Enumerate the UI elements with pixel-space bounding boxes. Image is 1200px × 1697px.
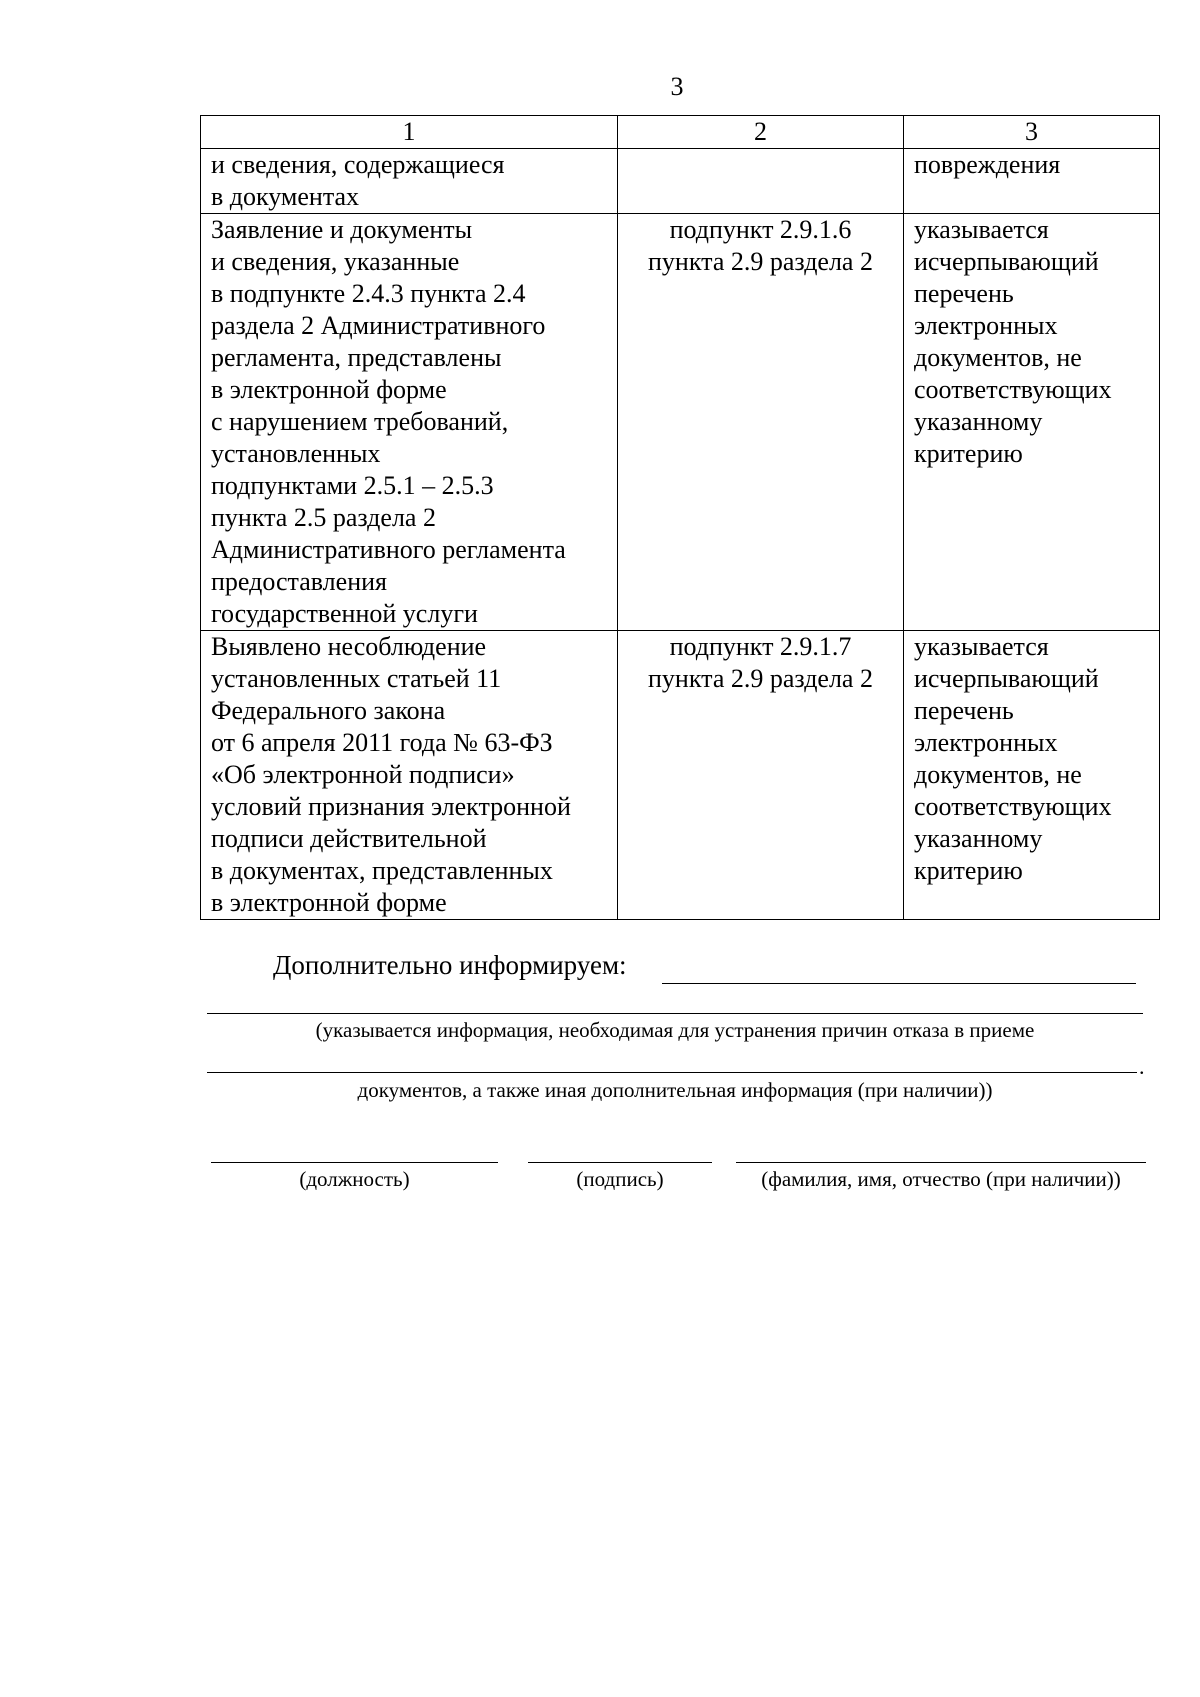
cell-line: критерию	[914, 856, 1023, 885]
row-explanation-cell	[904, 149, 1160, 214]
criteria-table	[200, 115, 1160, 920]
cell-line: электронных	[914, 311, 1058, 340]
cell-line: и сведения, указанные	[211, 247, 460, 276]
cell-line: условий признания электронной	[211, 792, 571, 821]
cell-line: государственной услуги	[211, 599, 478, 628]
cell-line: установленных статьей 11	[211, 664, 502, 693]
cell-line: «Об электронной подписи»	[211, 760, 515, 789]
cell-line: пункта 2.5 раздела 2	[211, 503, 436, 532]
cell-line: указывается	[914, 215, 1049, 244]
additional-info-label: Дополнительно информируем:	[273, 950, 627, 980]
cell-line: критерию	[914, 439, 1023, 468]
name-caption: (фамилия, имя, отчество (при наличии))	[761, 1167, 1121, 1191]
cell-line: исчерпывающий	[914, 247, 1099, 276]
page-number: 3	[670, 72, 684, 101]
cell-line: перечень	[914, 696, 1014, 725]
cell-line: пункта 2.9 раздела 2	[648, 247, 873, 276]
cell-line: указывается	[914, 632, 1049, 661]
additional-info-line	[207, 1072, 1137, 1073]
cell-line: документов, не	[914, 343, 1082, 372]
additional-info-caption: (указывается информация, необходимая для устранения причин отказа в приеме	[315, 1018, 1035, 1042]
cell-line: подписи действительной	[211, 824, 487, 853]
row-reason-cell	[201, 214, 618, 631]
cell-line: в электронной форме	[211, 375, 447, 404]
cell-line: Административного регламента	[211, 535, 566, 564]
cell-line: исчерпывающий	[914, 664, 1099, 693]
row-clause-cell	[618, 631, 904, 920]
position-caption: (должность)	[299, 1167, 410, 1191]
signature-caption: (подпись)	[576, 1167, 664, 1191]
row-clause-cell	[618, 149, 904, 214]
cell-line: подпункт 2.9.1.7	[669, 632, 852, 661]
cell-line: установленных	[211, 439, 381, 468]
end-mark: .	[1139, 1054, 1145, 1079]
name-line	[736, 1162, 1146, 1163]
cell-line: Выявлено несоблюдение	[211, 632, 487, 661]
cell-line: в подпункте 2.4.3 пункта 2.4	[211, 279, 526, 308]
cell-line: электронных	[914, 728, 1058, 757]
cell-line: раздела 2 Административного	[211, 311, 546, 340]
additional-info-line	[207, 1013, 1143, 1014]
cell-line: регламента, представлены	[211, 343, 502, 372]
cell-line: соответствующих	[914, 792, 1112, 821]
cell-line: перечень	[914, 279, 1014, 308]
cell-line: повреждения	[914, 150, 1061, 179]
cell-line: и сведения, содержащиеся	[211, 150, 505, 179]
cell-line: с нарушением требований,	[211, 407, 509, 436]
row-clause-cell	[618, 214, 904, 631]
cell-line: в документах	[211, 182, 360, 211]
additional-info-caption: документов, а также иная дополнительная информация (при наличии))	[357, 1078, 993, 1102]
additional-info-line	[662, 983, 1136, 984]
table-row	[201, 631, 1160, 920]
cell-line: указанному	[914, 407, 1043, 436]
cell-line: предоставления	[211, 567, 387, 596]
row-explanation-cell	[904, 631, 1160, 920]
cell-line: подпунктами 2.5.1 – 2.5.3	[211, 471, 494, 500]
cell-line: от 6 апреля 2011 года № 63-ФЗ	[211, 728, 553, 757]
row-reason-cell	[201, 149, 618, 214]
cell-line: документов, не	[914, 760, 1082, 789]
row-reason-cell	[201, 631, 618, 920]
cell-line: подпункт 2.9.1.6	[669, 215, 852, 244]
column-header: 2	[618, 116, 904, 149]
cell-line: Федерального закона	[211, 696, 446, 725]
cell-line: в электронной форме	[211, 888, 447, 917]
column-header: 1	[201, 116, 618, 149]
cell-line: соответствующих	[914, 375, 1112, 404]
position-line	[211, 1162, 498, 1163]
row-explanation-cell	[904, 214, 1160, 631]
table-row	[201, 149, 1160, 214]
table-header-row	[201, 116, 1160, 149]
cell-line: в документах, представленных	[211, 856, 553, 885]
table-row	[201, 214, 1160, 631]
column-header: 3	[904, 116, 1160, 149]
cell-line: указанному	[914, 824, 1043, 853]
cell-line: пункта 2.9 раздела 2	[648, 664, 873, 693]
signature-line	[528, 1162, 712, 1163]
cell-line: Заявление и документы	[211, 215, 473, 244]
